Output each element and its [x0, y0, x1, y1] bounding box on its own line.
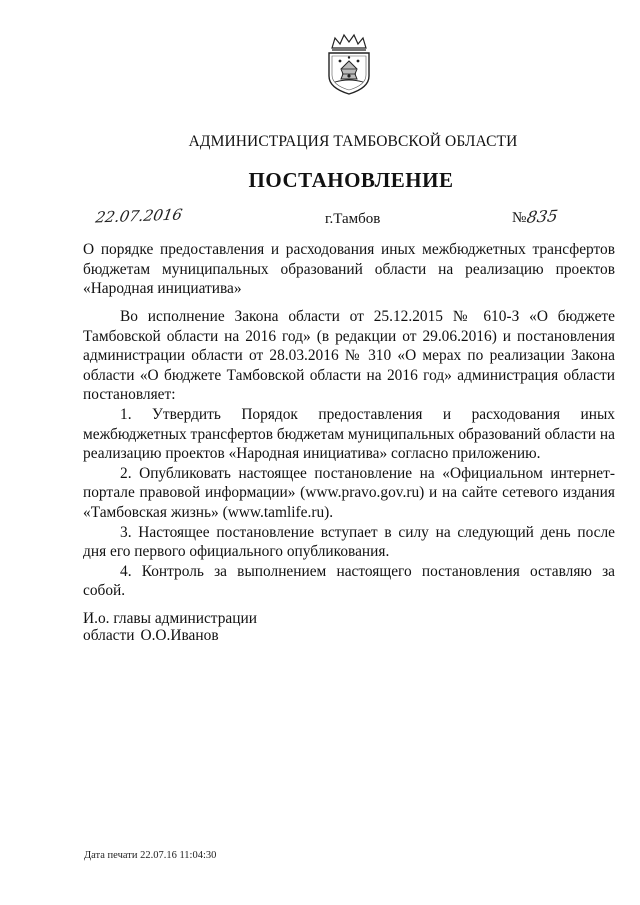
document-subject: О порядке предоставления и расходования иных межбюджетных трансфертов бюджетам муниципальных образований области на реализацию проектов «Народная инициатива»: [83, 241, 615, 298]
document-body: [83, 307, 615, 601]
document-number: [512, 207, 558, 227]
print-date: Дата печати 22.07.16 11:04:30: [84, 850, 217, 861]
list-item: 4. Контроль за выполнением настоящего постановления оставляю за собой.: [83, 562, 615, 600]
number-sign: №: [512, 210, 527, 226]
list-item: 3. Настоящее постановление вступает в силу на следующий день после дня его первого официального опубликования.: [83, 523, 615, 561]
organization-title: АДМИНИСТРАЦИЯ ТАМБОВСКОЙ ОБЛАСТИ: [188, 133, 518, 150]
list-item: 2. Опубликовать настоящее постановление на «Официальном интернет-портале правовой информации» (www.pravo.gov.ru) и на сайте сетевого издания «Тамбовская жизнь» (www.tamlife.ru).: [83, 464, 615, 521]
list-item: 1. Утвердить Порядок предоставления и расходования иных межбюджетных трансфертов бюджетам муниципальных образований области на реализацию проектов «Народная инициатива» согласно приложению.: [83, 405, 615, 463]
signatory-title: И.о. главы администрации: [83, 610, 257, 627]
number-value: 835: [525, 206, 560, 227]
tambov-coat-of-arms-icon: [324, 32, 374, 96]
document-city: г.Тамбов: [325, 211, 381, 227]
signature-block: [83, 610, 257, 644]
document-date: 22.07.2016: [94, 205, 184, 227]
preamble-paragraph: Во исполнение Закона области от 25.12.2015 № 610-З «О бюджете Тамбовской области на 2016 год» (в редакции от 29.06.2016) и постановления администрации области от 28.03.2016 № 310 «О мерах по реализации Закона области «О бюджете Тамбовской области на 2016 год» администрация области постановляет:: [83, 308, 615, 404]
document-type-title: ПОСТАНОВЛЕНИЕ: [248, 168, 454, 192]
signatory-region: области: [83, 627, 135, 644]
signatory-name: О.О.Иванов: [140, 627, 219, 644]
